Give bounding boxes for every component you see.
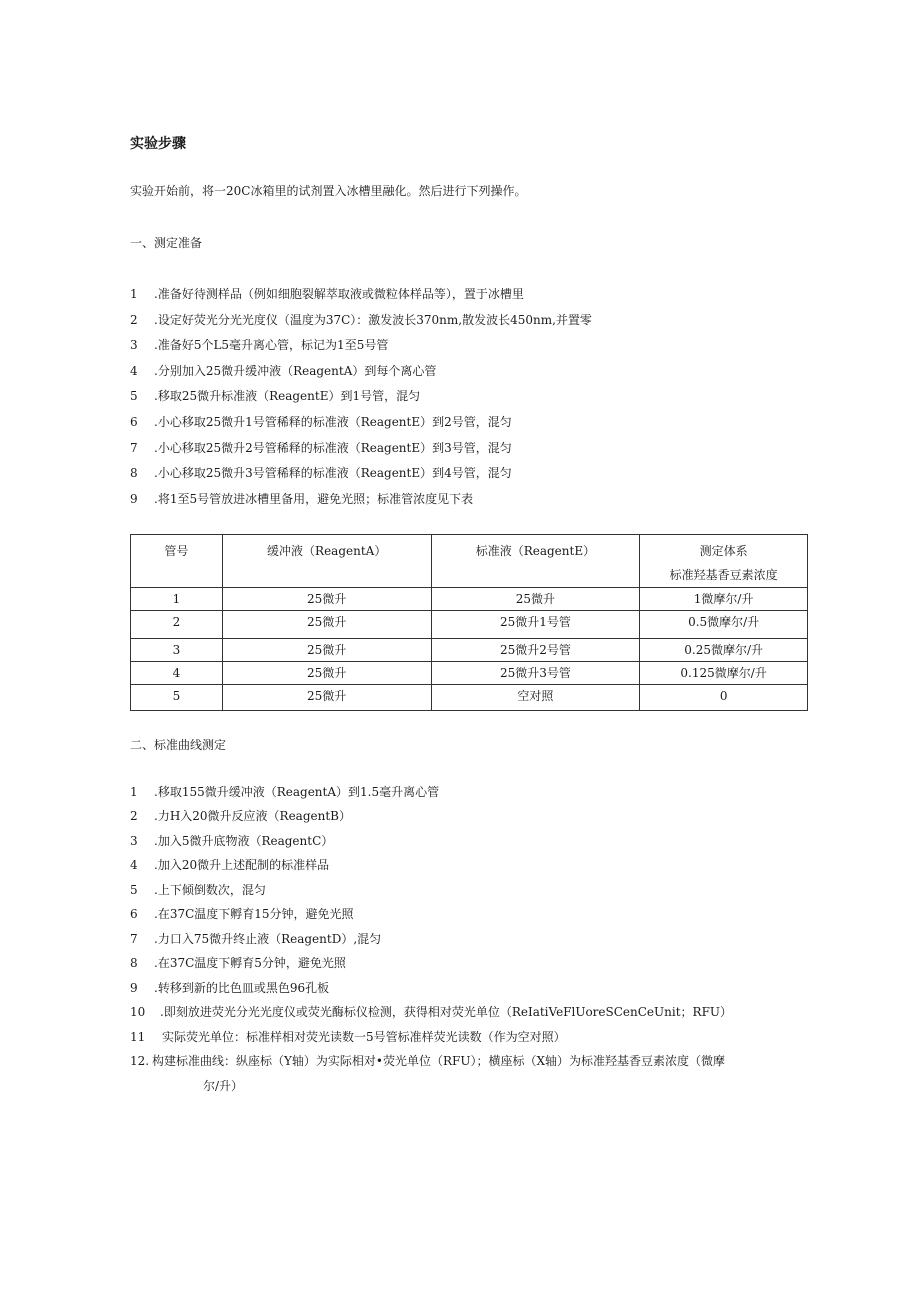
step-number: 9	[130, 492, 138, 506]
cell-buffer: 25微升	[222, 639, 431, 662]
step-text: .力口入75微升终止液（ReagentD）,混匀	[154, 932, 382, 946]
step-item	[130, 464, 512, 481]
step-number: 9	[130, 981, 138, 995]
step-number: 11	[130, 1030, 146, 1044]
step-item	[130, 881, 266, 898]
step-number: 8	[130, 466, 138, 480]
step-item	[130, 413, 512, 430]
step-text: .设定好荧光分光光度仪（温度为37C）：激发波长370nm,散发波长450nm,并置零	[154, 313, 592, 327]
cell-buffer: 25微升	[222, 588, 431, 611]
step-number: 12.	[130, 1054, 150, 1068]
step-item	[130, 783, 439, 800]
step-item	[130, 807, 351, 824]
cell-standard: 25微升3号管	[431, 662, 640, 685]
cell-buffer: 25微升	[222, 662, 431, 685]
step-item	[130, 311, 592, 328]
step-text: .上下倾倒数次，混匀	[154, 883, 266, 897]
step-text: .加入20微升上述配制的标准样品	[154, 858, 330, 872]
step-number: 2	[130, 809, 138, 823]
step-item	[130, 856, 329, 873]
step-text: .移取155微升缓冲液（ReagentA）到1.5毫升离心管	[154, 785, 440, 799]
step-number: 8	[130, 956, 138, 970]
step-text: .即刻放进荧光分光光度仪或荧光酶标仪检测，获得相对荧光单位（ReIatiVeFlUoreSCenCeUnit；RFU）	[160, 1005, 733, 1019]
step-number: 6	[130, 907, 138, 921]
table-row	[131, 685, 808, 711]
header-system-line1: 测定体系	[699, 544, 748, 558]
step-item	[130, 954, 346, 971]
step-text: .小心移取25微升3号管稀释的标准液（ReagentE）到4号管，混匀	[154, 466, 512, 480]
step-item	[130, 832, 333, 849]
step-item	[130, 439, 512, 456]
step-number: 7	[130, 932, 138, 946]
table-header-row	[131, 535, 808, 588]
cell-tube: 3	[131, 639, 223, 662]
step-text: .移取25微升标准液（ReagentE）到1号管，混匀	[154, 389, 421, 403]
step-item	[130, 979, 329, 996]
cell-standard: 25微升	[431, 588, 640, 611]
step-number: 1	[130, 785, 138, 799]
step-item	[130, 362, 436, 379]
step-item	[130, 905, 354, 922]
cell-concentration: 0.5微摩尔/升	[640, 611, 808, 639]
cell-concentration: 1微摩尔/升	[640, 588, 808, 611]
step-item	[130, 1052, 725, 1069]
header-tube: 管号	[131, 535, 223, 588]
cell-buffer: 25微升	[222, 685, 431, 711]
step-text: .在37C温度下孵育5分钟，避免光照	[154, 956, 346, 970]
step-continuation: 尔/升）	[203, 1079, 244, 1093]
step-item	[130, 336, 388, 353]
cell-tube: 2	[131, 611, 223, 639]
step-text: .小心移取25微升1号管稀释的标准液（ReagentE）到2号管，混匀	[154, 415, 512, 429]
header-system	[640, 535, 808, 588]
cell-tube: 5	[131, 685, 223, 711]
cell-tube: 4	[131, 662, 223, 685]
header-standard: 标准液（ReagentE）	[431, 535, 640, 588]
page-title: 实验步骤	[130, 136, 186, 152]
cell-standard: 25微升2号管	[431, 639, 640, 662]
step-item	[130, 285, 524, 302]
step-text: .加入5微升底物液（ReagentC）	[154, 834, 334, 848]
cell-buffer: 25微升	[222, 611, 431, 639]
cell-tube: 1	[131, 588, 223, 611]
step-number: 7	[130, 441, 138, 455]
cell-concentration: 0	[640, 685, 808, 711]
step-item	[130, 387, 420, 404]
step-text: .小心移取25微升2号管稀释的标准液（ReagentE）到3号管，混匀	[154, 441, 512, 455]
step-item	[130, 930, 381, 947]
step-item	[130, 490, 473, 507]
step-text: .转移到新的比色皿或黑色96孔板	[154, 981, 330, 995]
step-item	[130, 1028, 566, 1045]
step-text: .分别加入25微升缓冲液（ReagentA）到每个离心管	[154, 364, 437, 378]
step-text: .在37C温度下孵育15分钟，避免光照	[154, 907, 354, 921]
step-text: .力H入20微升反应液（ReagentB）	[154, 809, 351, 823]
table-row	[131, 588, 808, 611]
step-text: 构建标准曲线：纵座标（Y轴）为实际相对•荧光单位（RFU）；横座标（X轴）为标准羟基香豆素浓度（微摩	[152, 1054, 726, 1068]
header-system-line2: 标准羟基香豆素浓度	[669, 568, 778, 582]
section2-heading: 二、标准曲线测定	[130, 738, 227, 752]
intro-paragraph: 实验开始前，将一20C冰箱里的试剂置入冰槽里融化。然后进行下列操作。	[130, 184, 527, 198]
header-buffer: 缓冲液（ReagentA）	[222, 535, 431, 588]
step-number: 1	[130, 287, 138, 301]
step-text: 实际荧光单位：标准样相对荧光读数一5号管标准样荧光读数（作为空对照）	[162, 1030, 566, 1044]
step-number: 4	[130, 858, 138, 872]
table-row	[131, 639, 808, 662]
table-row	[131, 662, 808, 685]
step-number: 5	[130, 883, 138, 897]
step-number: 5	[130, 389, 138, 403]
cell-standard: 空对照	[431, 685, 640, 711]
step-number: 6	[130, 415, 138, 429]
step-item	[130, 1003, 732, 1020]
cell-concentration: 0.25微摩尔/升	[640, 639, 808, 662]
step-number: 4	[130, 364, 138, 378]
step-number: 3	[130, 338, 138, 352]
step-text: .将1至5号管放进冰槽里备用，避免光照；标准管浓度见下表	[154, 492, 474, 506]
step-text: .准备好待测样品（例如细胞裂解萃取液或微粒体样品等），置于冰槽里	[154, 287, 524, 301]
step-text: .准备好5个L5毫升离心管，标记为1至5号管	[154, 338, 389, 352]
table-row	[131, 611, 808, 639]
step-number: 10	[130, 1005, 146, 1019]
standard-concentration-table	[130, 534, 808, 711]
cell-concentration: 0.125微摩尔/升	[640, 662, 808, 685]
step-number: 2	[130, 313, 138, 327]
section1-heading: 一、测定准备	[130, 236, 203, 250]
cell-standard: 25微升1号管	[431, 611, 640, 639]
step-number: 3	[130, 834, 138, 848]
